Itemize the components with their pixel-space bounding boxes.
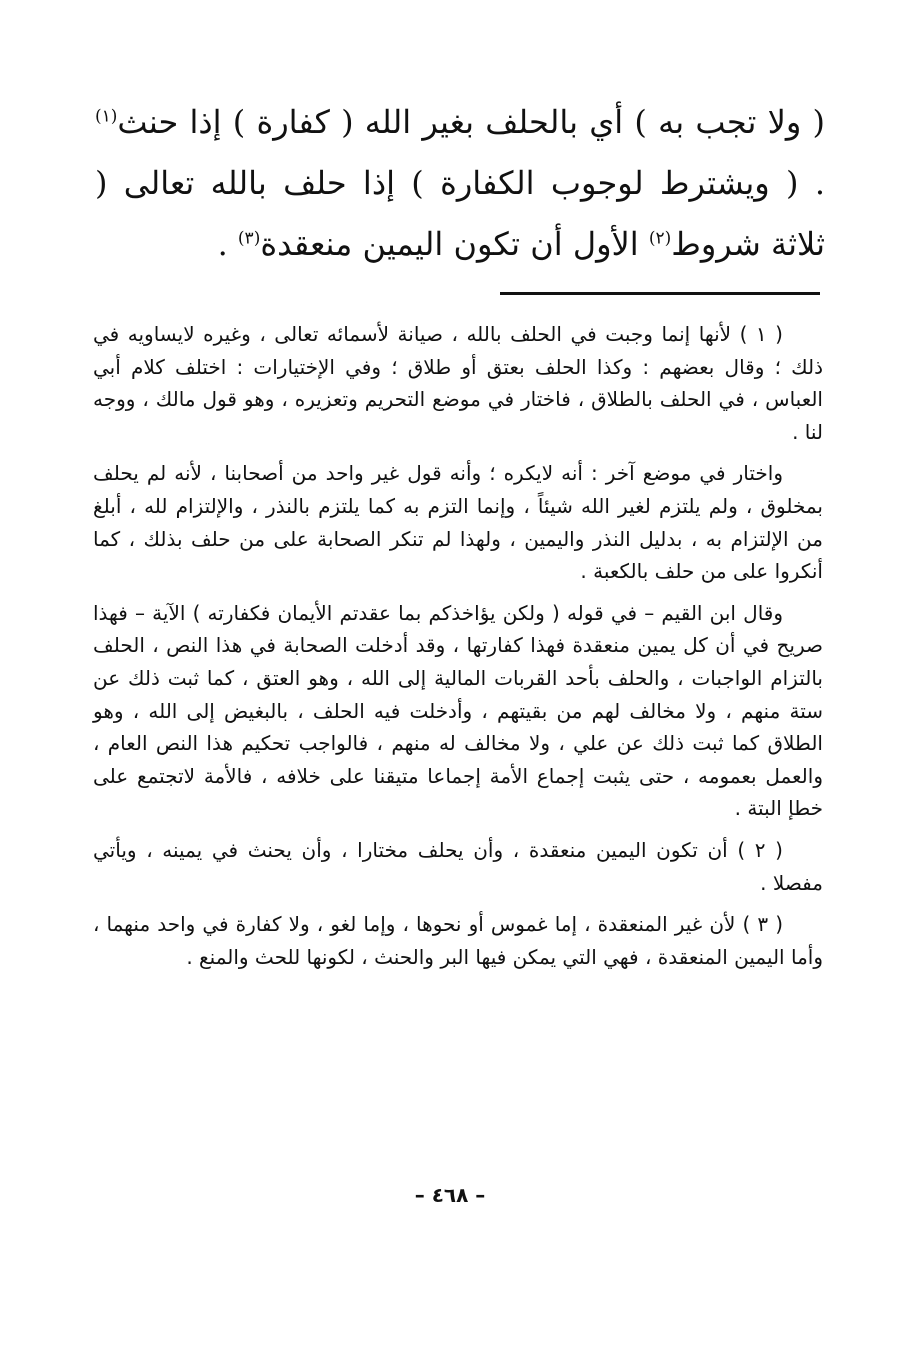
main-text-part-4: . <box>217 225 238 263</box>
footnote-1: ( ١ ) لأنها إنما وجبت في الحلف بالله ، صيانة لأسمائه تعالى ، وغيره لايساويه في ذلك ؛ وقال بعضهم : وكذا الحلف بعتق أو طلاق ؛ وفي الإختيارات : اختلف كلام أبي العباس ، في الحلف بالطلاق ، فاختار في موضع التحريم وتعزيره ، وهو قول مالك ، ووجه لنا . <box>93 322 823 444</box>
main-text-part-3: الأول أن تكون اليمين منعقدة <box>260 225 649 263</box>
main-text-part-2: . ( ويشترط لوجوب الكفارة ) إذا حلف بالله تعالى ( ثلاثة شروط <box>95 164 825 263</box>
footnote-2: ( ٢ ) أن تكون اليمين منعقدة ، وأن يحلف مختارا ، وأن يحنث في يمينه ، ويأتي مفصلا . <box>93 837 823 895</box>
footnote-ref-2: (٢) <box>648 228 672 249</box>
footnotes <box>93 318 823 982</box>
footnote-1-continued-b: وقال ابن القيم – في قوله ( ولكن يؤاخذكم بما عقدتم الأيمان فكفارته ) الآية – فهذا صريح في أن كل يمين منعقدة فهذا كفارتها ، وقد أدخلت الصحابة في هذا النص ، الحلف بالتزام الواجبات ، والحلف بأحد القربات المالية إلى الله ، وهو العتق ، كما ثبت ذلك عن ستة منهم ، ولا مخالف لهم من بقيتهم ، وأدخلت فيه الحلف ، بالبغيض إلى الله ، وهو الطلاق كما ثبت ذلك عن علي ، ولا مخالف له منهم ، فالواجب تحكيم هذا النص العام ، والعمل بعمومه ، حتى يثبت إجماع الأمة إجماعا متيقنا على خلافه ، فالأمة لاتجتمع على خطإ البتة . <box>93 600 823 821</box>
footnote-ref-1: (١) <box>95 106 118 127</box>
main-text-part-1: ( ولا تجب به ) أي بالحلف بغير الله ( كفارة ) إذا حنث <box>117 103 825 141</box>
footnote-3: ( ٣ ) لأن غير المنعقدة ، إما غموس أو نحوها ، وإما لغو ، ولا كفارة في واحد منهما ، وأما اليمين المنعقدة ، فهي التي يمكن فيها البر والحنث ، لكونها للحث والمنع . <box>93 912 823 969</box>
footnote-ref-3: (٣) <box>237 228 261 249</box>
footnote-separator <box>500 292 820 295</box>
footnote-1-continued-a: واختار في موضع آخر : أنه لايكره ؛ وأنه قول غير واحد من أصحابنا ، لأنه لم يحلف بمخلوق ، ولم يلتزم لغير الله شيئاً ، وإنما التزم به كما يلتزم بالنذر ، والإلتزام لله ، أبلغ من الإلتزام به ، بدليل النذر واليمين ، ولهذا لم تنكر الصحابة على من حلف بذلك ، كما أنكروا على من حلف بالكعبة . <box>93 461 823 584</box>
main-text <box>95 92 825 275</box>
page-number: – ٤٦٨ – <box>414 1183 486 1207</box>
